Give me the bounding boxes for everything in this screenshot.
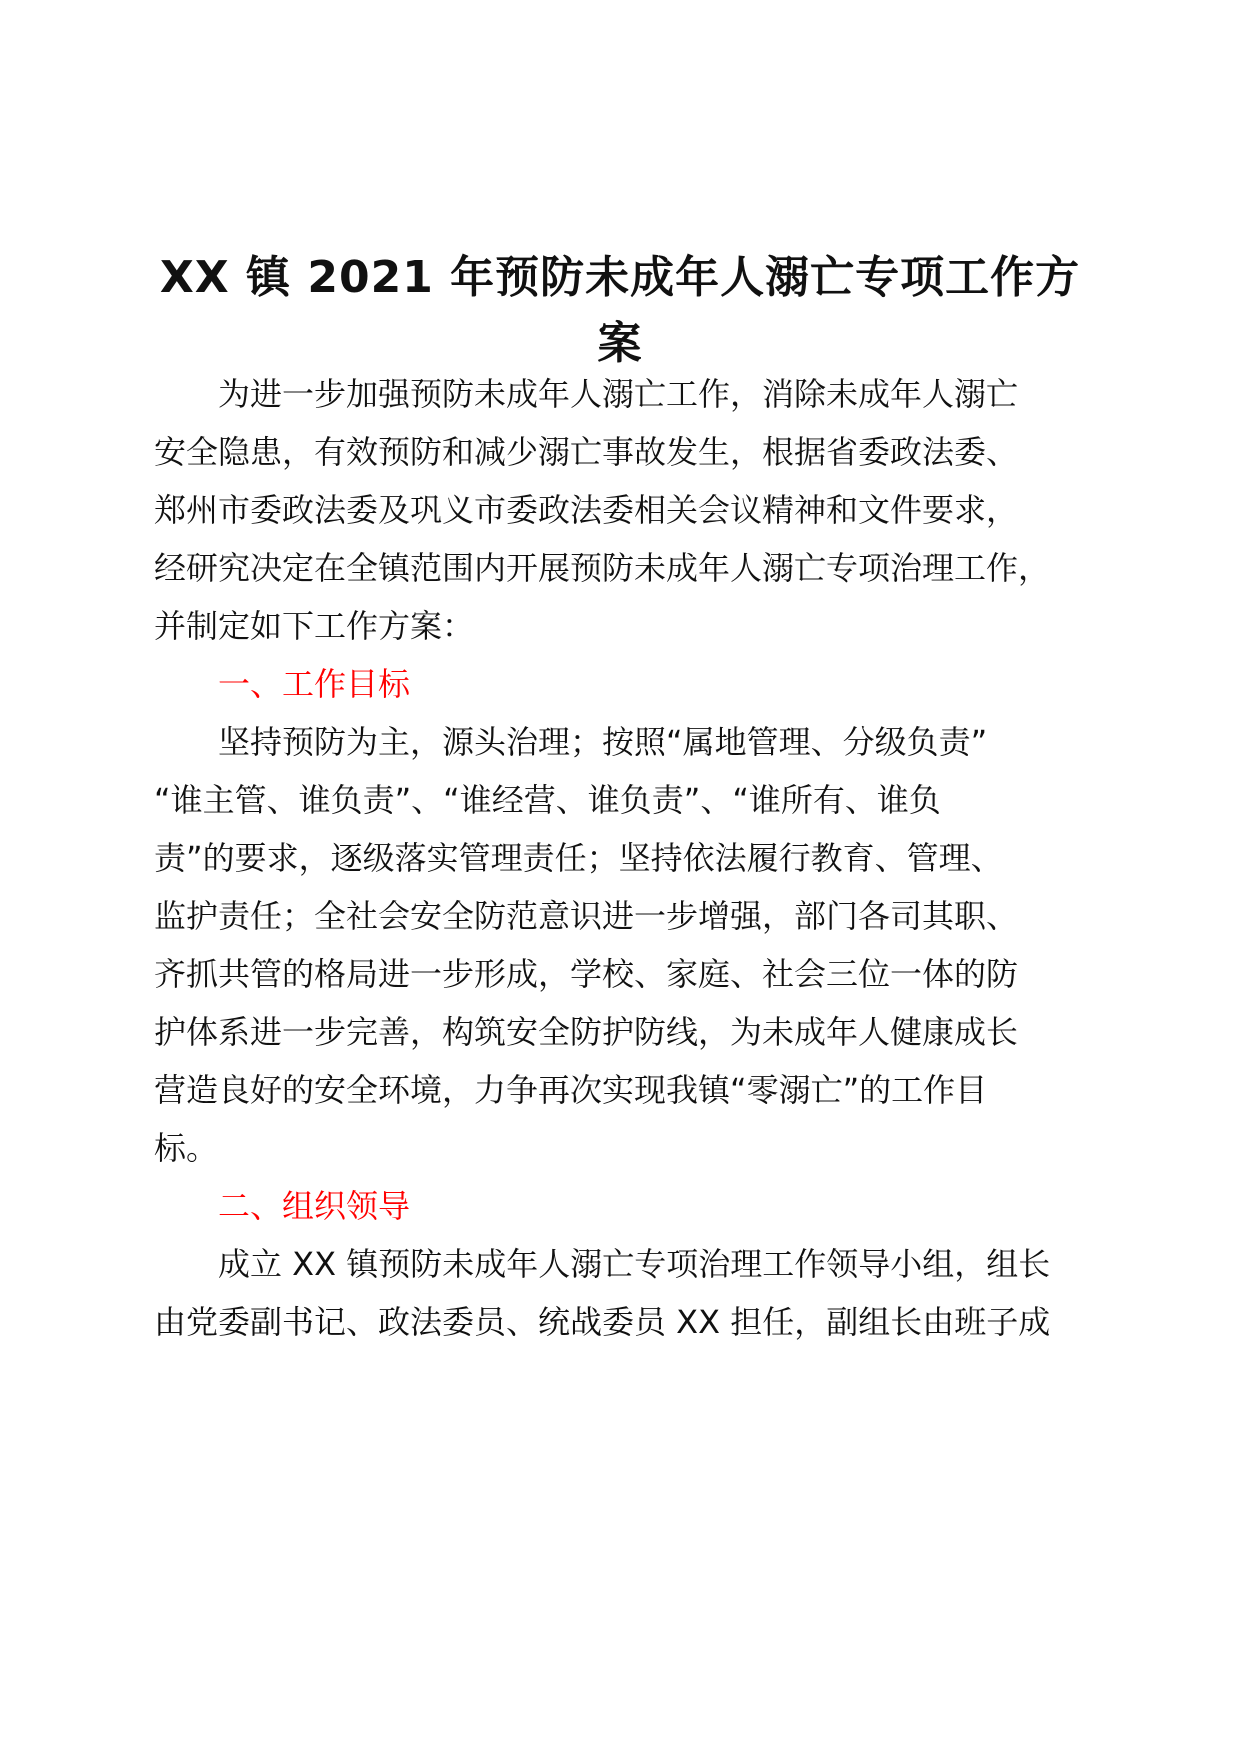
document-title-line-1: XX 镇 2021 年预防未成年人溺亡专项工作方: [159, 252, 1081, 303]
goals-line-8: 标。: [154, 1129, 219, 1167]
intro-line-2: 安全隐患，有效预防和减少溺亡事故发生，根据省委政法委、: [154, 433, 1019, 471]
goals-line-6: 护体系进一步完善，构筑安全防护防线，为未成年人健康成长: [154, 1013, 1019, 1051]
document-title-line-2: 案: [597, 318, 643, 369]
leadership-line-2: 由党委副书记、政法委员、统战委员 XX 担任，副组长由班子成: [154, 1303, 1051, 1341]
intro-line-3: 郑州市委政法委及巩义市委政法委相关会议精神和文件要求，: [154, 491, 1019, 529]
section-heading-leadership: 二、组织领导: [218, 1187, 411, 1225]
leadership-line-1: 成立 XX 镇预防未成年人溺亡专项治理工作领导小组，组长: [218, 1245, 1051, 1283]
goals-line-7: 营造良好的安全环境，力争再次实现我镇“零溺亡”的工作目: [154, 1071, 988, 1109]
goals-line-5: 齐抓共管的格局进一步形成，学校、家庭、社会三位一体的防: [154, 955, 1019, 993]
goals-line-3: 责”的要求，逐级落实管理责任；坚持依法履行教育、管理、: [154, 839, 1003, 877]
intro-line-5: 并制定如下工作方案：: [154, 607, 475, 645]
goals-line-2: “谁主管、谁负责”、“谁经营、谁负责”、“谁所有、谁负: [154, 781, 941, 819]
intro-line-1: 为进一步加强预防未成年人溺亡工作，消除未成年人溺亡: [218, 375, 1019, 413]
goals-line-1: 坚持预防为主，源头治理；按照“属地管理、分级负责”: [218, 723, 988, 761]
intro-line-4: 经研究决定在全镇范围内开展预防未成年人溺亡专项治理工作，: [154, 549, 1051, 587]
section-heading-goals: 一、工作目标: [218, 665, 411, 703]
goals-line-4: 监护责任；全社会安全防范意识进一步增强，部门各司其职、: [154, 897, 1019, 935]
